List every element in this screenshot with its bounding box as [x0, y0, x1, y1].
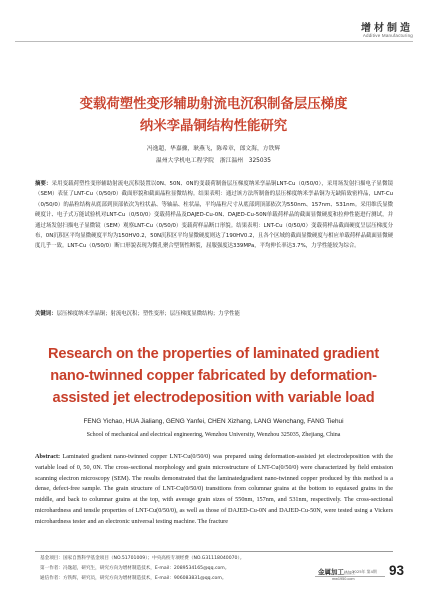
cn-abstract-text: 采用变载荷塑性变形辅助射流电沉积装置以0N、50N、0N的变载荷制备层压梯度纳米孪晶铜LNT-Cu（0/50/0），采用场发射扫描电子显微镜（SEM）表征了LNT-Cu（0/50/0）截面形貌和截面晶粒显微结构。结果表明：通过该方法所制备的层压梯度纳米孪晶铜为无缺陷致密样品，LNT-Cu（0/50/0）的晶粒结构从底部到顶部依次为柱状晶、等轴晶、柱状晶，平均晶粒尺寸从底部到顶部依次为550nm、157nm、531nm。采用维氏显微硬度计、电子式万能试验机对LNT-Cu（0/50/0）变载荷样品及DAJED-Cu-0N、DAJED-Cu-50N单载荷样品的截面显微硬度和拉伸性能进行测试，并通过场发射扫描电子显微镜（SEM）观察LNT-Cu（0/50/0）变载荷样品断口形貌。结果表明：LNT-Cu（0/50/0）变载荷样品截面硬度呈层压梯度分布，0N沉积区平均显微硬度平均为150HV0.2，50N沉积区平均显微硬度则达了190HV0.2，且各个区域的截面显微硬度与相应单载荷样品截面显微硬度几乎一致。LNT-Cu（0/50/0）断口形貌表现为微孔聚合型韧性断裂，屈服强度达339MPa，平均伸长率达3.7%，力学性能较为综合。 [35, 181, 393, 250]
cn-abstract [35, 179, 393, 252]
en-title-line2: nano-twinned copper fabricated by deformation- [50, 368, 377, 384]
en-abstract-label: Abstract: [35, 453, 61, 460]
section-title: 增材制造 [361, 23, 413, 34]
en-affiliation: School of mechanical and electrical engineering, Wenzhou University, Wenzhou 325035, Zhejiang, China [86, 432, 341, 438]
journal-logo-sub: 热加工 [344, 570, 356, 575]
cn-authors: 冯逸超，华嘉骤，耿燕飞，陈希章，郎文海，方铁辉 [146, 146, 281, 152]
en-title-line1: Research on the properties of laminated gradient [48, 346, 379, 362]
cn-title-line2: 纳米孪晶铜结构性能研究 [139, 119, 288, 134]
footnote-first-author: 第一作者：冯逸超，研究生，研究方向为增材制造技术，E-mail：2089534165@qq.com。 [40, 566, 230, 571]
cn-title-line1: 变载荷塑性变形辅助射流电沉积制备层压梯度 [79, 97, 348, 112]
en-authors: FENG Yichao, HUA Jialiang, GENG Yanfei, CHEN Xizhang, LANG Wenchang, FANG Tiehui [83, 418, 344, 425]
journal-logo [318, 567, 355, 576]
header-divider [15, 41, 413, 42]
en-title-line3: assisted jet electrodeposition with variable load [52, 390, 375, 406]
cn-keywords-text: 层压梯度纳米孪晶铜；射流电沉积；塑性变形；层压梯度显微结构；力学性能 [56, 311, 240, 317]
journal-url: mw1950.com [332, 577, 355, 581]
issue-date: 2025年 第4期 [352, 569, 377, 574]
cn-affiliation: 温州大学机电工程学院 浙江温州 325035 [156, 158, 271, 164]
cn-keywords [35, 309, 393, 317]
footnote-divider [35, 551, 393, 552]
section-subtitle: Additive Manufacturing [362, 33, 413, 38]
cn-abstract-label: 摘要： [35, 181, 52, 187]
en-abstract-text: Laminated gradient nano-twinned copper LNT-Cu(0/50/0) was prepared using deformation-assisted jet electrodeposition with the variable load of 0, 50, 0N. The cross-sectional morphology and grain microstructure of LNT-Cu(0/50/0) were characterized by field emission scanning electron microscopy (SEM). The results demonstrated that the laminatedgradient nano-twinned copper produced by this method is a dense, defect-free sample. The grain structure of LNT-Cu(0/50/0) transitions from columnar grains at the bottom to equiaxed grains in the middle, and back to columnar grains at the top, with average grain sizes of 550nm, 157nm, and 531nm, respectively. The cross-sectional microhardness and tensile properties of LNT-Cu(0/50/0), as well as those of DAJED-Cu-0N and DAJED-Cu-50N, were tested using a Vickers microhardness tester and an electronic universal testing machine. The fracture [35, 453, 393, 525]
footnote-corresponding: 通信作者：方铁辉，研究员，研究方向为增材制造技术，E-mail：906083831@qq.com。 [40, 576, 227, 581]
en-abstract [35, 452, 393, 528]
cn-keywords-label: 关键词： [35, 311, 57, 317]
journal-logo-text: 金属加工 [318, 568, 344, 576]
page-number: 93 [389, 563, 405, 578]
footnote-fund: 基金项目：国家自然科学基金项目（NO.51701009）；中央高校专项经费（NO.G31118040070）。 [40, 556, 245, 561]
